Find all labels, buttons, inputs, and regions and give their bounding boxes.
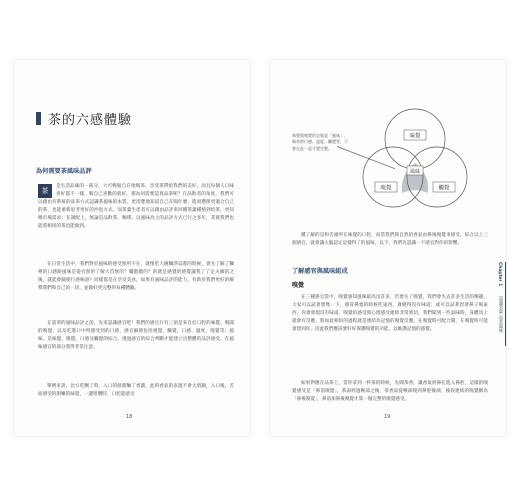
subheading-smell: 嗅覺 [292,282,305,289]
venn-label-center: 風味 [409,168,421,175]
venn-diagram [350,106,480,226]
left-page [14,60,250,436]
intro-paragraph [38,183,234,232]
venn-label-top: 味覺 [409,133,421,140]
section-heading-senses [292,266,348,275]
paragraph-daily-life: 在日常生活中，我們對於風味的感受無所不在，就像吃大碗麵淨蒜蓉的時候，會先了解了麵裡的口感跟風味是從有無的了解大首無的？藥散散的？的就是感覺的感覺讓我了了定夫細的之後，就能會隨使行感味道？同樣都是在享受美食，如果有風味品評的能力，有助於我們更好的解釋我們和自己的一切，並做好更完整的每種體驗。 [38,262,234,292]
venn-label-left: 嗅覺 [380,185,392,192]
paragraph-example: 舉例來說，比方吃鯛了時，入口的鮮甜麵了香濃，此時香氣的表現不會太明顯，入口後，舌面感受的甜嫩的味覺，一邊咀嚼時，口腔能感受 [38,384,234,398]
title-accent-bar [36,112,41,125]
side-tab-title: 認識茶葉 品茶風味 [498,296,503,333]
chapter-side-tab [496,262,506,346]
chapter-title: 茶的六感體驗 [48,113,133,128]
dropcap-box: 茶 [38,184,52,198]
chapter-title-row [36,109,132,128]
side-tab-bar [505,262,506,346]
right-page [270,60,506,436]
paragraph-smell: 在三種感官當中，嗅覺感知風味最高出許多，若要失了嗅覺，我們會失去許多生活的樂趣。大家可以試著想像一下，感冒鼻塞的時候吃東西，會變得沒有味道；或可以試著捏著鼻子喝東西，你會發現沒有味道。嗅覺的感受與心理感受連結非常密切，我們聞到一些氣味時，身體馬上就會有反應，將如此相似的過程就是連結為記憶的嗅覺反應。在嗅覺時可配合聞，在嗅覺時可能會想到你，因此我們應該要好好保護嗅覺的功能，以維護記憶的感覺。 [292,295,488,333]
page-number-left: 18 [126,414,133,420]
paragraph-retronasal: 如果對應在品茶上，當你拿到一杯茶的時候，先聞茶香，讓香氣經鼻孔進入鼻腔，這樣的嗅覺感受是「鼻前嗅覺」，茶湯經過喉部之後，茶香氣從喉部嗅到鼻腔後端，後段連結的嗅覺稱為「鼻後嗅覺」，鼻前加鼻後嗅覺才算一個完整的嗅覺感受。 [292,381,488,403]
intro-text: 是生活品味的一部分。大可輕鬆自在地喝茶、享受茶帶給我們的美好，而且每個人口味喜好都不一樣，喝自己喜歡的就好，那為何需要認真品茶呢？在品飲者的角度，我們可以藉由有系統的品茶方式認識茶風味的本質，更清楚地知道自己在喝什麼，進而選擇更適合自己的茶，也能重新思考更好的沖泡方式。而茶葉生產者可以藉由品評來回饋茶葉種植到焙茶，更知曉市場需求；在調配上，無論是品飲茶、咖啡，以風味為主的品評方式已行之多年，其實我們也能將相同的茶也能做到。 [38,184,234,230]
paragraph-senses: 在談茶的風味品評之前，先來認識感官吧！我們的感官行有三項是來自於口腔的味覺、嗅聞的嗅覺，以及吃進口中所感受到的口感，感官細節包括視覺、觸覺、口感、溫度、嗅覺等；風味，是味覺、嗅覺、口感及觸覺的綜合，透過感官的綜合判斷才能建立出整體的品評感受。在風味感官的部分我得非常注意。 [38,321,234,351]
diagram-callout: 味覺與嗅覺的交集是「風味」，喝茶時口感、溫度、觸覺等，不會在此一起才覺完整。 [292,133,348,151]
paragraph-flavor-intro: 種了解的是和舌頭所在味覺的口腔，而當我們與自然的香氣由鼻後嗅覺來感受，綜合以上三個感官，就會讓大腦認定這樣得了的風味，以下，我們先認識一下感官對你的影響。 [292,233,488,247]
venn-label-right: 觸覺 [438,185,450,192]
section-heading-text: 了解感官與風味組成 [292,268,348,275]
page-number-right: 19 [384,414,391,420]
section-heading-text: 為何需要茶風味品評 [36,168,92,175]
section-heading-why [36,166,92,175]
side-tab-chapter: Chapter 1 [497,262,502,287]
